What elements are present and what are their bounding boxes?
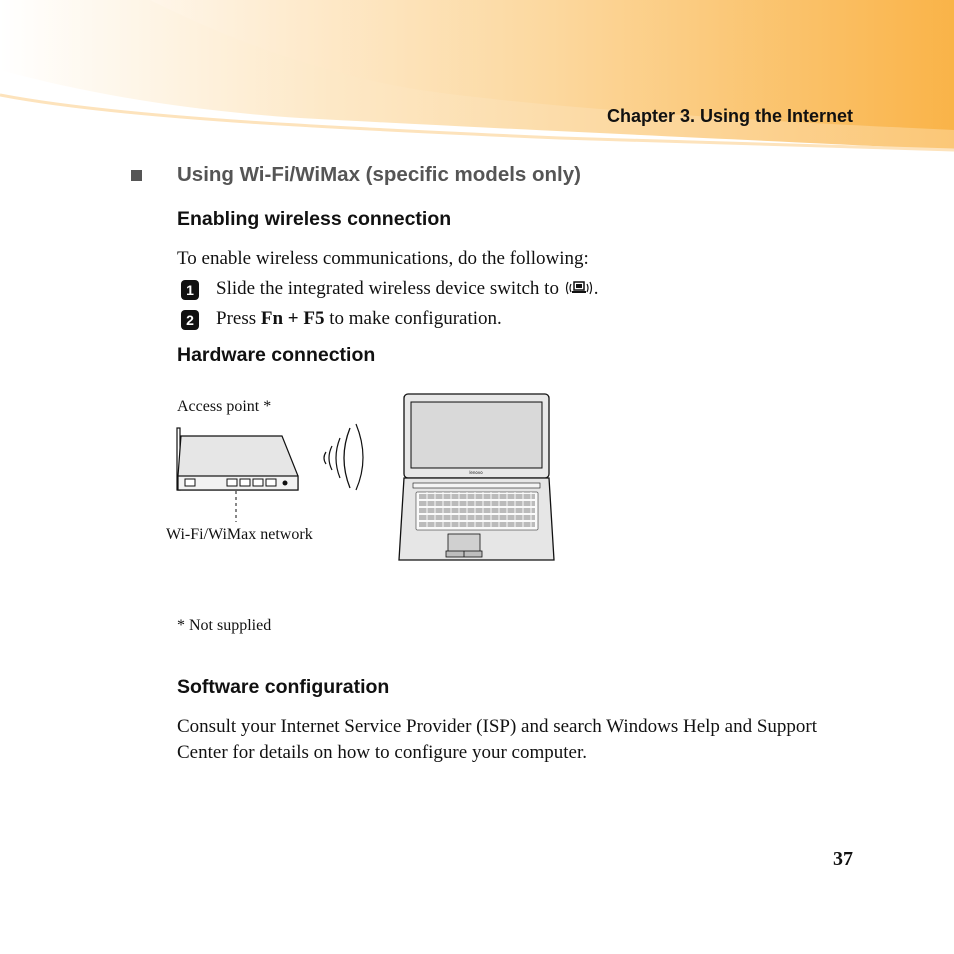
wireless-switch-icon: [564, 278, 594, 298]
enabling-intro: To enable wireless communications, do the following:: [177, 248, 589, 269]
step-2-text-before: Press: [216, 308, 261, 329]
chapter-title: Chapter 3. Using the Internet: [606, 106, 853, 126]
software-body: Consult your Internet Service Provider (ISP) and search Windows Help and Support Center for details on how to configure your computer.: [177, 716, 818, 763]
step-2-keys: Fn + F5: [260, 308, 325, 329]
footnote: * Not supplied: [177, 617, 272, 634]
laptop-illustration: [396, 392, 556, 564]
section-title: Using Wi-Fi/WiMax (specific models only): [177, 163, 581, 186]
enabling-heading: Enabling wireless connection: [177, 208, 452, 230]
wireless-signal-icon: [318, 422, 370, 492]
header-decorative-band: [0, 0, 954, 155]
network-label: Wi-Fi/WiMax network: [166, 526, 313, 543]
step-2-text-after: to make configuration.: [324, 308, 502, 329]
square-bullet-icon: [131, 170, 142, 181]
step-number-2: 2: [181, 310, 199, 330]
step-number-1: 1: [181, 280, 199, 300]
page-number: 37: [833, 848, 853, 870]
step-1-text: [216, 276, 598, 302]
software-heading: Software configuration: [177, 676, 390, 698]
laptop-logo-text: lenovo: [469, 470, 483, 475]
step-1-text-before: Slide the integrated wireless device switch to: [216, 278, 559, 299]
step-2-text: [216, 306, 502, 332]
hardware-heading: Hardware connection: [177, 344, 376, 366]
step-1-text-after: .: [593, 278, 599, 299]
access-point-router-illustration: [172, 424, 302, 524]
access-point-label: Access point *: [177, 398, 272, 415]
